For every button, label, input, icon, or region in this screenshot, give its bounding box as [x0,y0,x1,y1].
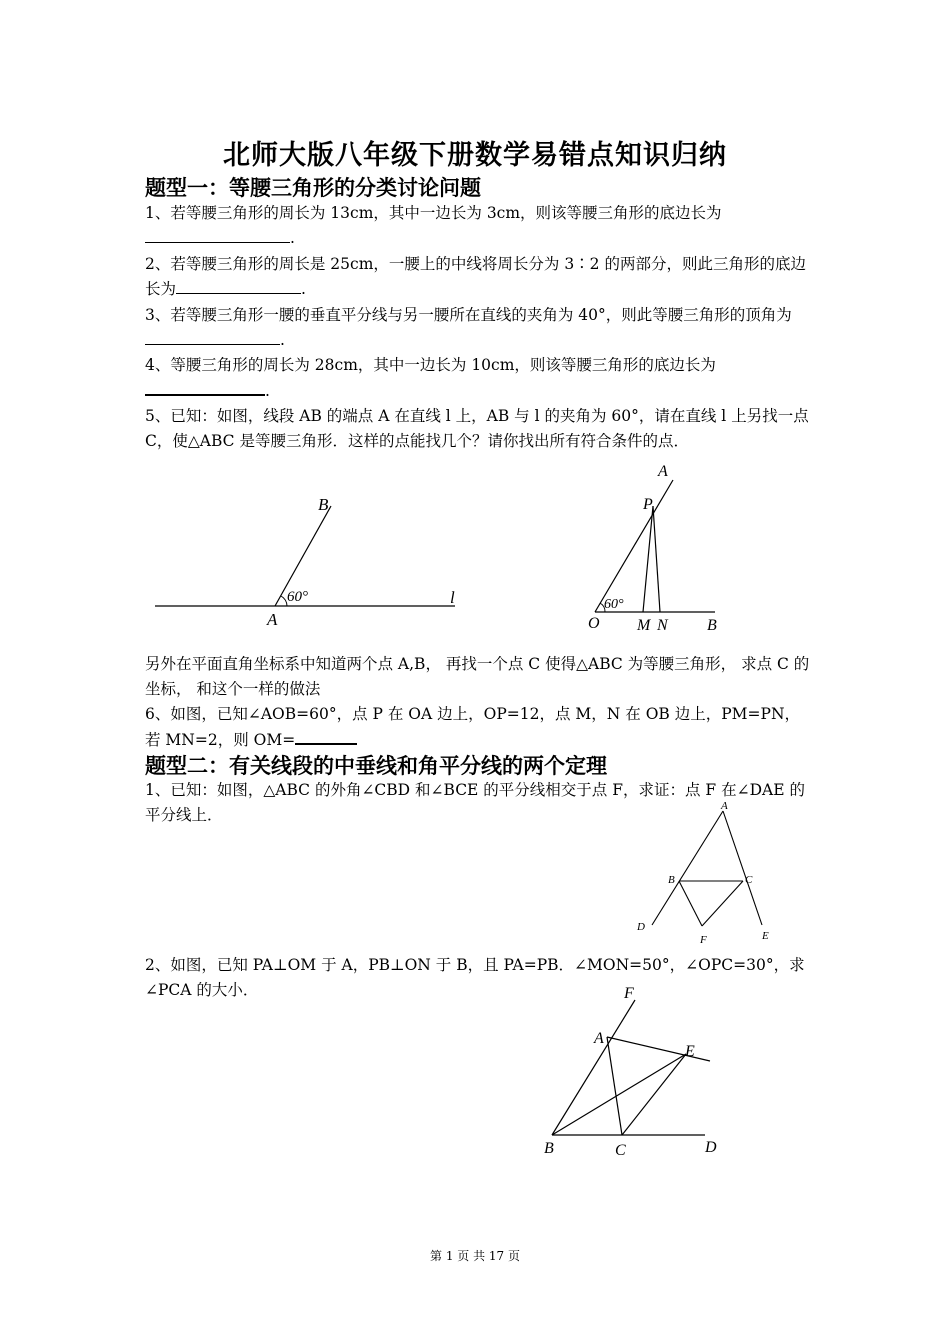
label-C: C [615,1142,626,1159]
figure-exterior-bisectors [630,795,780,950]
label-O: O [588,615,600,632]
answer-blank [145,226,290,243]
label-E: E [685,1043,695,1060]
answer-blank [176,277,301,294]
question-1-1: 1、若等腰三角形的周长为 13cm，其中一边长为 3cm，则该等腰三角形的底边长为. [145,204,722,247]
answer-blank [295,727,357,745]
label-F: F [700,934,707,946]
question-2-2: 2、如图，已知 PA⊥OM 于 A，PB⊥ON 于 B，且 PA=PB．∠MON=50°，∠OPC=30°，求∠PCA 的大小． [145,956,805,999]
question-1-3: 3、若等腰三角形一腰的垂直平分线与另一腰所在直线的夹角为 40°，则此等腰三角形的顶角为. [145,306,792,349]
question-1-4: 4、等腰三角形的周长为 28cm，其中一边长为 10cm，则该等腰三角形的底边长为. [145,356,716,400]
label-angle: 60° [604,597,624,612]
question-text: 4、等腰三角形的周长为 28cm，其中一边长为 10cm，则该等腰三角形的底边长为 [145,356,716,374]
label-C: C [745,874,753,886]
label-angle: 60° [287,589,308,605]
label-B: B [318,495,329,514]
answer-blank [145,378,265,396]
section1-heading: 题型一：等腰三角形的分类讨论问题 [145,175,481,200]
figure-line-angle [150,488,470,633]
label-P: P [643,496,653,513]
question-text: 6、如图，已知∠AOB=60°，点 P 在 OA 边上，OP=12，点 M，N 在 OB 边上，PM=PN，若 MN=2，则 OM= [145,705,801,749]
label-A: A [658,463,668,480]
label-B: B [707,617,717,634]
label-A: A [721,800,728,812]
label-A: A [594,1030,604,1047]
question-1-6 [145,702,810,753]
question-1-2: 2、若等腰三角形的周长是 25cm，一腰上的中线将周长分为 3∶2 的两部分，则此三角形的底边长为 . [145,255,806,298]
label-F: F [624,985,634,1002]
label-E: E [762,930,769,942]
label-D: D [637,921,645,933]
question-1-5: 5、已知：如图，线段 AB 的端点 A 在直线 l 上，AB 与 l 的夹角为 60°，请在直线 l 上另找一点 C，使△ABC 是等腰三角形．这样的点能找几个？请你找出所有符合条件的点． [145,407,809,450]
page-title: 北师大版八年级下册数学易错点知识归纳 [223,140,727,171]
question-2-1: 1、已知：如图，△ABC 的外角∠CBD 和∠BCE 的平分线相交于点 F，求证：点 F 在∠DAE 的平分线上． [145,781,805,824]
question-text: 3、若等腰三角形一腰的垂直平分线与另一腰所在直线的夹角为 40°，则此等腰三角形的顶角为 [145,306,792,324]
question-text: 2、若等腰三角形的周长是 25cm，一腰上的中线将周长分为 3∶2 的两部分，则此三角形的底边长为 [145,255,806,298]
label-l: l [450,588,455,607]
question-text: 1、若等腰三角形的周长为 13cm，其中一边长为 3cm，则该等腰三角形的底边长为 [145,204,722,222]
answer-blank [145,328,280,345]
label-M: M [637,617,651,634]
figure-angle-aob [585,460,725,635]
label-N: N [657,617,668,634]
section2-heading: 题型二：有关线段的中垂线和角平分线的两个定理 [145,753,607,778]
extra-note: 另外在平面直角坐标系中知道两个点 A,B， 再找一个点 C 使得△ABC 为等腰三角形， 求点 C 的坐标， 和这个一样的做法 [145,655,810,698]
figure-quadrilateral [535,980,725,1165]
label-D: D [705,1139,717,1156]
page-footer: 第 1 页 共 17 页 [430,1249,520,1263]
label-A: A [267,610,278,629]
label-B: B [544,1140,554,1157]
label-B: B [668,874,675,886]
